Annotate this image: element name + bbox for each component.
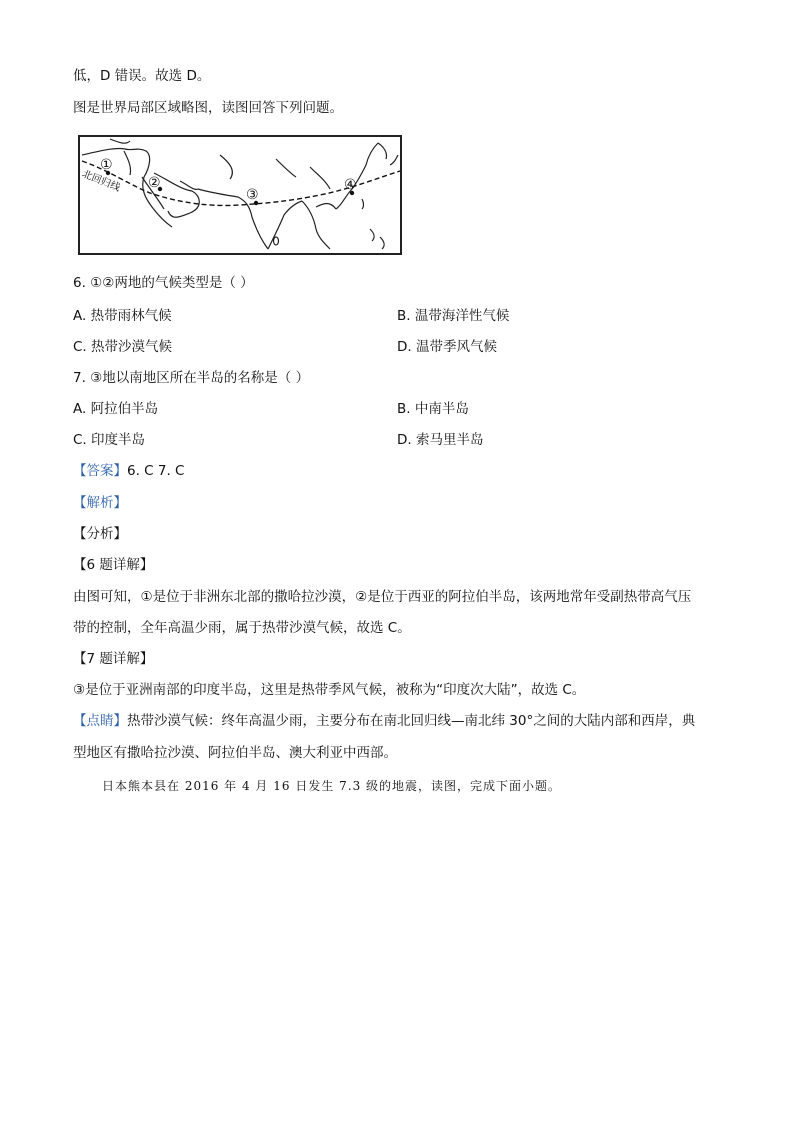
fenxi-heading: 【分析】 bbox=[73, 526, 127, 542]
answer-row bbox=[73, 461, 185, 481]
detail-7-heading: 【7 题详解】 bbox=[73, 651, 154, 667]
question-6: 6. ①②两地的气候类型是（ ） bbox=[73, 275, 254, 291]
detail-6-line-2: 带的控制，全年高温少雨，属于热带沙漠气候，故选 C。 bbox=[73, 620, 411, 636]
detail-6-line-1: 由图可知，①是位于非洲东北部的撒哈拉沙漠，②是位于西亚的阿拉伯半岛，该两地常年受副热带高气压 bbox=[73, 589, 692, 605]
marker-4-label: ④ bbox=[344, 177, 357, 193]
text-line: 低，D 错误。故选 D。 bbox=[73, 68, 211, 84]
next-question-intro: 日本熊本县在 2016 年 4 月 16 日发生 7.3 级的地震，读图，完成下面小题。 bbox=[102, 779, 562, 793]
tip-line-2: 型地区有撒哈拉沙漠、阿拉伯半岛、澳大利亚中西部。 bbox=[73, 745, 397, 761]
map-drawing bbox=[80, 137, 400, 253]
option-7d: D. 索马里半岛 bbox=[397, 432, 484, 448]
world-region-map bbox=[78, 135, 402, 255]
option-6b: B. 温带海洋性气候 bbox=[397, 308, 510, 324]
option-6a: A. 热带雨林气候 bbox=[73, 308, 172, 324]
analysis-heading: 【解析】 bbox=[73, 495, 127, 511]
option-7c: C. 印度半岛 bbox=[73, 432, 146, 448]
tip-label: 【点睛】 bbox=[73, 713, 127, 729]
marker-2-label: ② bbox=[148, 175, 161, 191]
tip-row bbox=[73, 711, 695, 731]
option-6d: D. 温带季风气候 bbox=[397, 339, 497, 355]
option-7b: B. 中南半岛 bbox=[397, 401, 469, 417]
tip-text: 热带沙漠气候：终年高温少雨，主要分布在南北回归线—南北纬 30°之间的大陆内部和西岸，典 bbox=[127, 713, 696, 729]
answer-value: 6. C 7. C bbox=[127, 463, 185, 479]
marker-1-label: ① bbox=[100, 157, 113, 173]
question-7: 7. ③地以南地区所在半岛的名称是（ ） bbox=[73, 370, 310, 386]
marker-3-label: ③ bbox=[246, 187, 259, 203]
tropic-of-cancer-label: 北回归线 bbox=[80, 168, 122, 194]
answer-label: 【答案】 bbox=[73, 463, 127, 479]
option-7a: A. 阿拉伯半岛 bbox=[73, 401, 159, 417]
detail-7-line: ③是位于亚洲南部的印度半岛，这里是热带季风气候，被称为“印度次大陆”，故选 C。 bbox=[73, 682, 586, 698]
detail-6-heading: 【6 题详解】 bbox=[73, 557, 154, 573]
intro-line: 图是世界局部区域略图，读图回答下列问题。 bbox=[73, 100, 343, 116]
option-6c: C. 热带沙漠气候 bbox=[73, 339, 173, 355]
